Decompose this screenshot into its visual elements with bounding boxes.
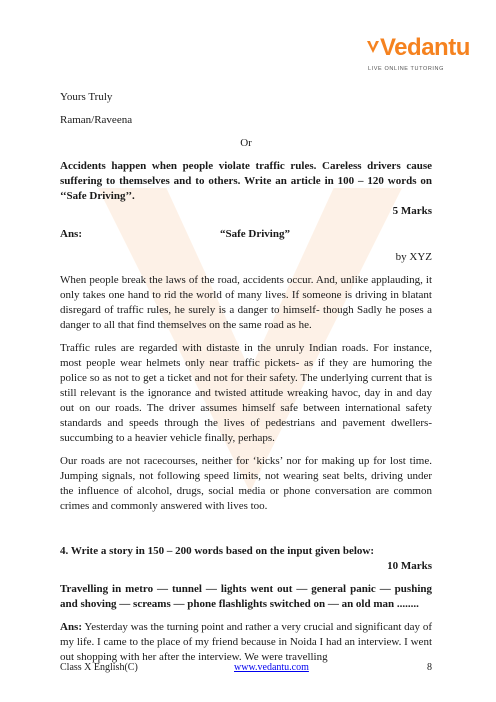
article-title: “Safe Driving”	[220, 228, 290, 240]
story-prompt: Travelling in metro — tunnel — lights went out — general panic — pushing and shoving — screams — phone flashlights switched on — an old man ........	[60, 583, 432, 610]
logo-mark-icon	[366, 40, 380, 54]
story-question	[60, 544, 432, 559]
story-question-text: Write a story in 150 – 200 words based on the input given below:	[70, 545, 375, 557]
article-byline: by XYZ	[395, 251, 432, 263]
vedantu-logo	[366, 30, 474, 80]
article-paragraph: When people break the laws of the road, accidents occur. And, unlike applauding, it only takes one hand to rid the world of many lives. If someone is driving in blatant disregard of traffic rules, he surely is a danger to himself- though Sadly he poses a danger to all that find themselves on the same road as he.	[60, 274, 432, 331]
story-marks: 10 Marks	[387, 560, 432, 572]
or-label: Or	[240, 137, 252, 149]
footer-class-label: Class X English(C)	[60, 662, 138, 673]
story-answer	[60, 620, 432, 665]
logo-tagline: LIVE ONLINE TUTORING	[368, 66, 444, 72]
footer-page-number: 8	[427, 662, 432, 673]
article-question-text: Accidents happen when people violate traffic rules. Careless drivers cause suffering to themselves and to others. Write an article in 100 – 120 words on ‘‘Safe Driving’’.	[60, 160, 432, 202]
story-answer-text: Yesterday was the turning point and rather a very crucial and significant day of my life. I came to the place of my friend because in Noida I had an interview. I went out shopping with her after the interview. We were travelling	[60, 621, 432, 663]
article-question	[60, 159, 432, 204]
footer-website-link[interactable]: www.vedantu.com	[234, 662, 309, 673]
page-content	[60, 90, 432, 665]
logo-wordmark: Vedantu	[380, 34, 470, 61]
article-paragraph: Our roads are not racecourses, neither for ‘kicks’ nor for making up for lost time. Jumping signals, not following speed limits, not wearing seat belts, driving under the influence of alcohol, drugs, social media or phone conversation are common crimes and commonly answered with lives too.	[60, 455, 432, 512]
letter-name: Raman/Raveena	[60, 114, 133, 126]
article-marks: 5 Marks	[392, 205, 432, 217]
letter-salutation: Yours Truly	[60, 91, 113, 103]
article-answer-header	[60, 227, 432, 242]
answer-label: Ans:	[60, 228, 83, 240]
story-answer-label: Ans:	[60, 621, 83, 633]
article-paragraph: Traffic rules are regarded with distaste in the unruly Indian roads. For instance, most people wear helmets only near traffic pickets- as if they are humoring the police so as not to get a ticket and not for their safety. The underlying current that is still relevant is the ignorance and twisted attitude wreaking havoc, day in and day out on our roads. The driver assumes himself safe between international safety standards and speeds through the lives of pedestrians and pavement dwellers- succumbing to a heavier vehicle finally, perhaps.	[60, 342, 432, 444]
story-question-number: 4.	[60, 545, 69, 557]
